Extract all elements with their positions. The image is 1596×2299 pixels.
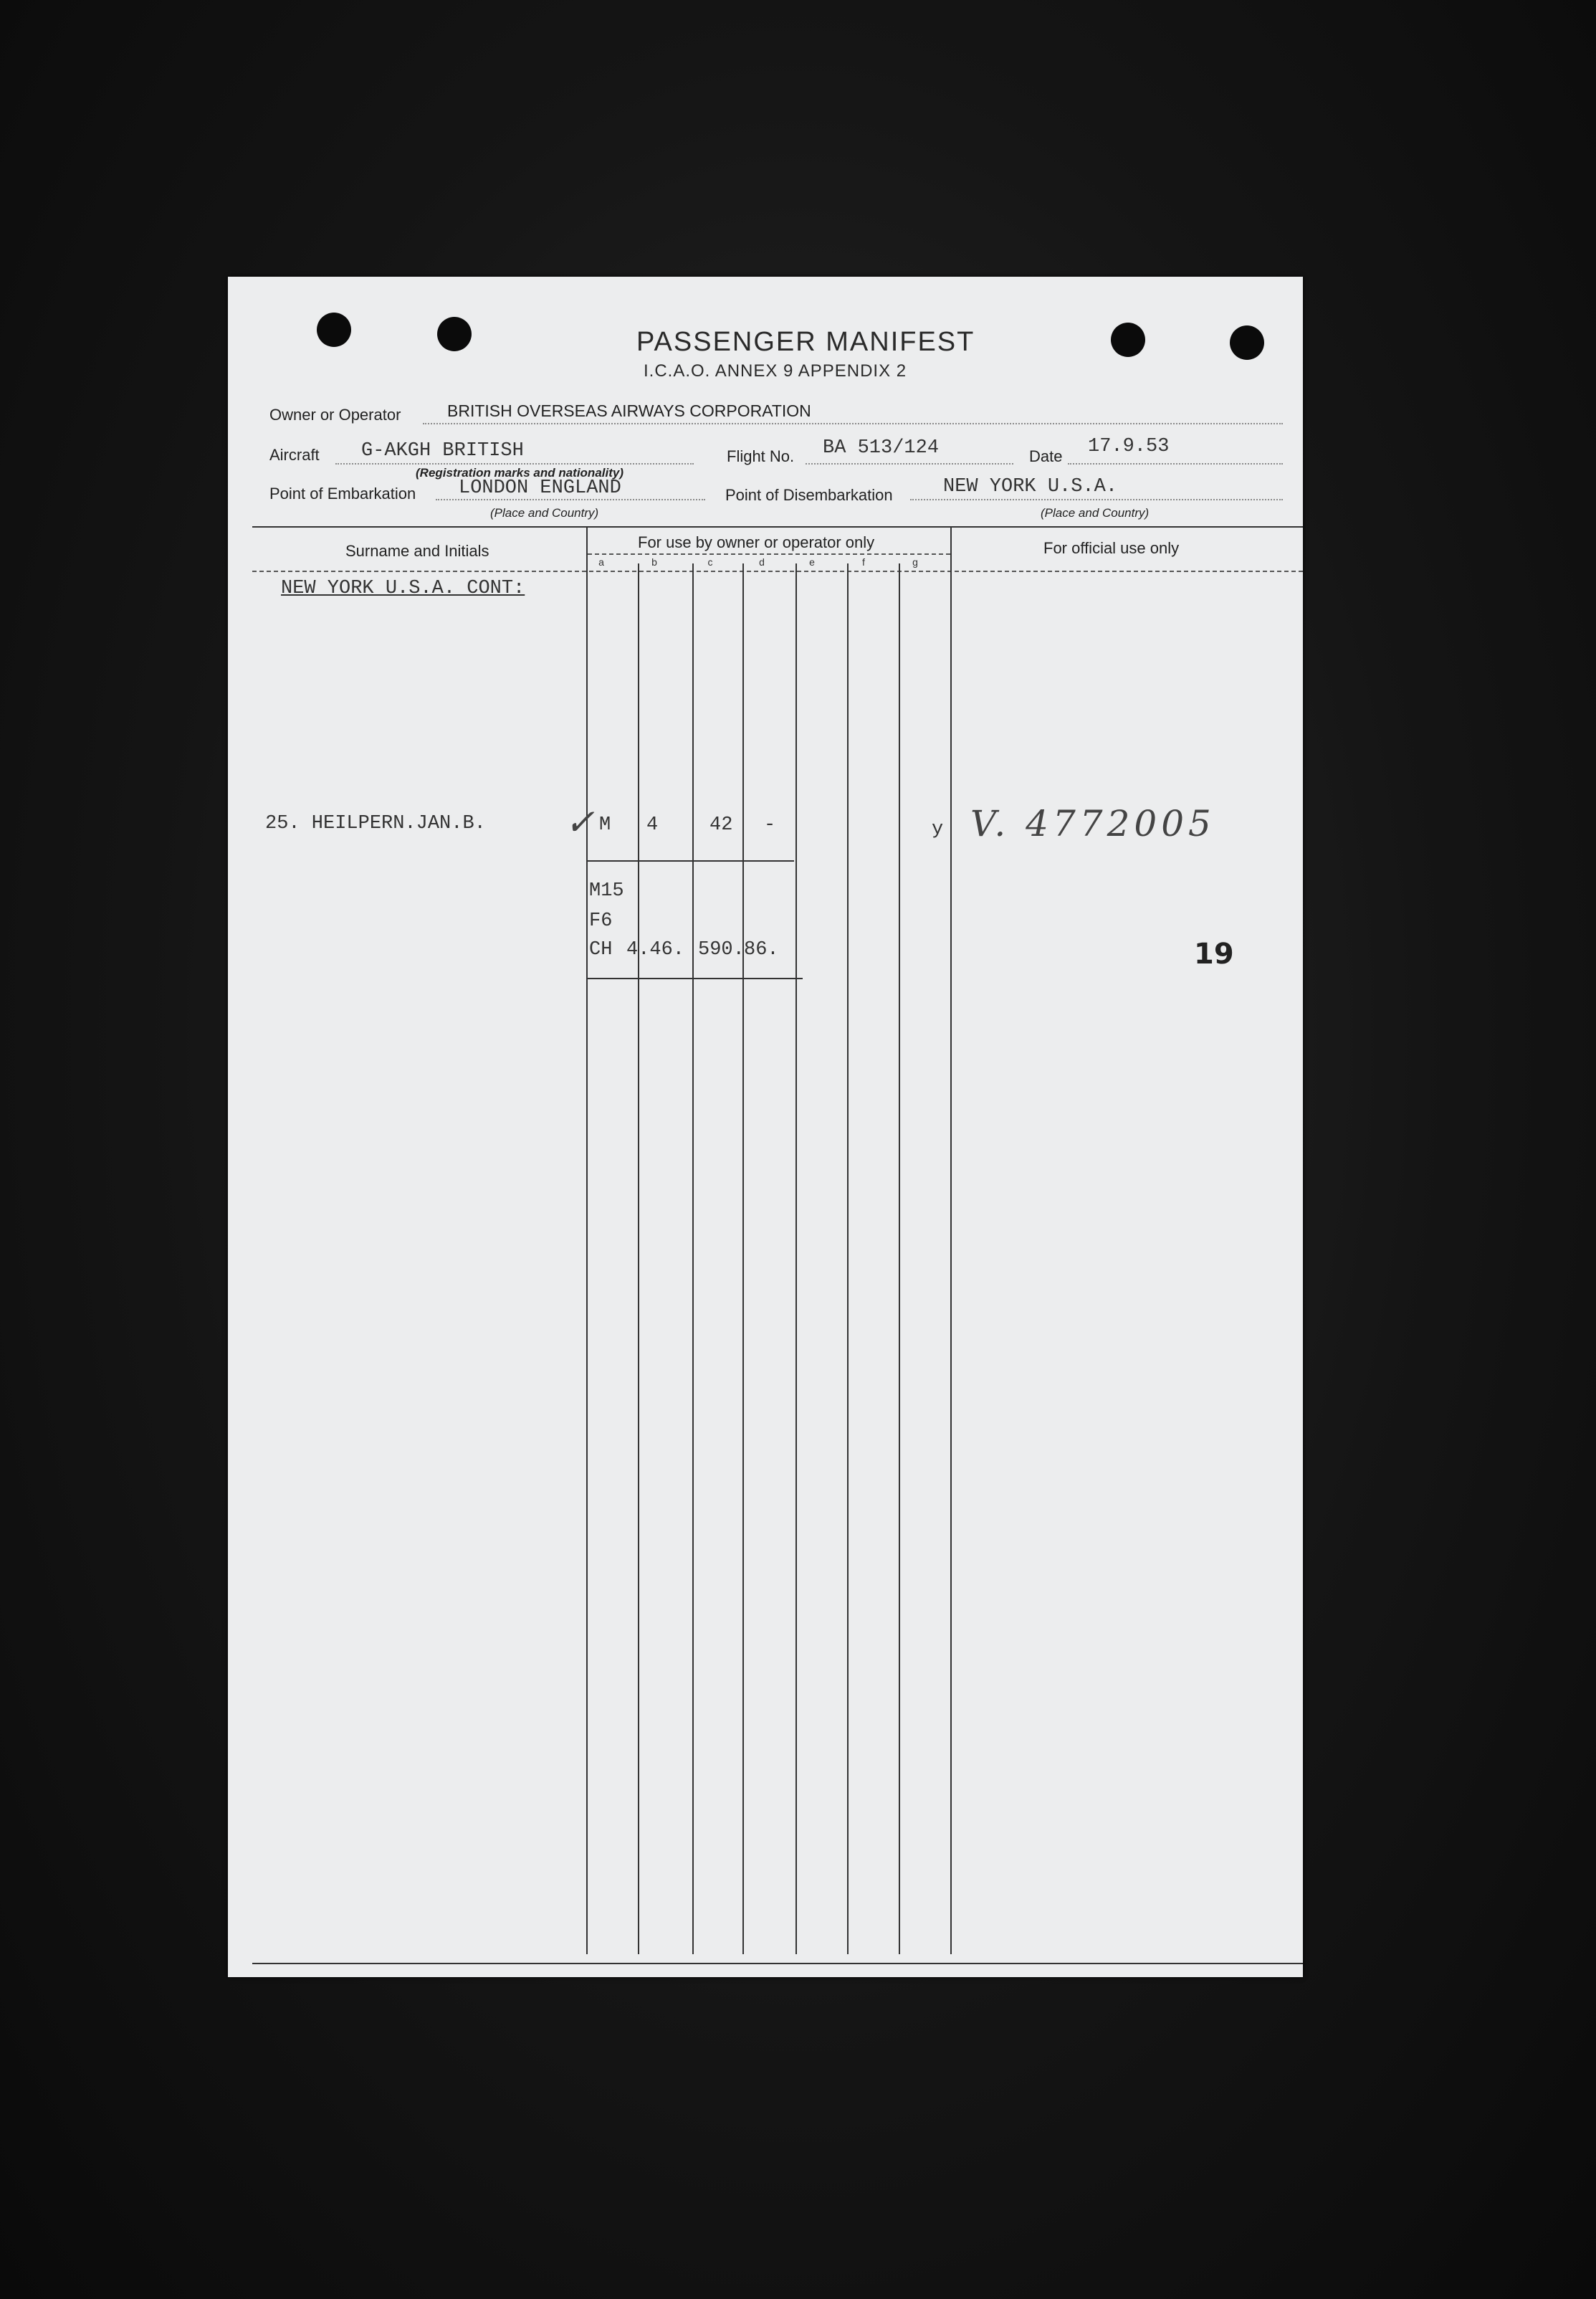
table-header-rule xyxy=(252,571,1303,572)
col-rule-5 xyxy=(795,563,797,1954)
owner-label: Owner or Operator xyxy=(269,406,401,424)
subcol-f: f xyxy=(862,556,865,568)
owner-value: BRITISH OVERSEAS AIRWAYS CORPORATION xyxy=(447,401,811,420)
totals-line-1: M15 xyxy=(589,880,624,902)
disembarkation-value: NEW YORK U.S.A. xyxy=(943,476,1118,498)
col-rule-8 xyxy=(950,528,952,1954)
owner-dotted-line xyxy=(423,423,1283,424)
col-rule-3 xyxy=(692,563,694,1954)
aircraft-value: G-AKGH BRITISH xyxy=(361,440,524,462)
date-dotted-line xyxy=(1068,463,1283,465)
aircraft-dotted-line xyxy=(335,463,694,465)
subcol-e: e xyxy=(809,556,815,568)
flight-dotted-line xyxy=(806,463,1013,465)
disembarkation-label: Point of Disembarkation xyxy=(725,486,893,504)
punch-hole-3 xyxy=(1111,323,1145,357)
totals-line-3-a: CH xyxy=(589,939,613,961)
col-owner-use-header: For use by owner or operator only xyxy=(638,533,875,551)
passenger-name: 25. HEILPERN.JAN.B. xyxy=(265,813,486,834)
embarkation-dotted-line xyxy=(436,499,705,500)
col-rule-1 xyxy=(586,528,588,1954)
totals-line-3-d: 86. xyxy=(744,939,779,961)
col-rule-4 xyxy=(742,563,744,1954)
disembarkation-dotted-line xyxy=(910,499,1283,500)
date-label: Date xyxy=(1029,447,1063,465)
totals-line-3-c: 590. xyxy=(698,939,745,961)
passenger-col-b: 4 xyxy=(646,814,659,836)
col-rule-7 xyxy=(899,563,900,1954)
col-official-header: For official use only xyxy=(1043,539,1180,557)
passenger-row-rule xyxy=(588,860,794,862)
flight-value: BA 513/124 xyxy=(823,437,940,459)
totals-bottom-rule xyxy=(588,978,803,979)
page-number: 19 xyxy=(1194,938,1234,971)
manifest-title: PASSENGER MANIFEST xyxy=(636,327,975,357)
punch-hole-2 xyxy=(437,317,472,351)
table-top-rule xyxy=(252,526,1303,528)
table-bottom-rule xyxy=(252,1963,1303,1964)
totals-line-3-b: 4.46. xyxy=(626,939,685,961)
passenger-official-note: V. 4772005 xyxy=(970,803,1215,844)
passenger-col-a: M xyxy=(599,814,611,836)
subcol-c: c xyxy=(707,556,713,568)
subcol-a: a xyxy=(598,556,604,568)
manifest-sheet xyxy=(228,277,1303,1977)
embarkation-note: (Place and Country) xyxy=(490,506,599,520)
disembarkation-note: (Place and Country) xyxy=(1041,506,1150,520)
subcol-g: g xyxy=(912,556,918,568)
totals-line-2: F6 xyxy=(589,910,613,932)
punch-hole-4 xyxy=(1230,325,1264,360)
continuation-heading: NEW YORK U.S.A. CONT: xyxy=(281,578,525,599)
passenger-col-c: 42 xyxy=(709,814,733,836)
subcol-d: d xyxy=(759,556,765,568)
col-name-header: Surname and Initials xyxy=(345,542,489,560)
col-rule-2 xyxy=(638,563,639,1954)
embarkation-label: Point of Embarkation xyxy=(269,485,416,503)
passenger-col-g: y xyxy=(932,819,944,840)
date-value: 17.9.53 xyxy=(1088,436,1170,457)
owner-subheader-rule xyxy=(588,553,950,555)
punch-hole-1 xyxy=(317,313,351,347)
embarkation-value: LONDON ENGLAND xyxy=(459,477,621,499)
passenger-col-d: - xyxy=(764,814,776,836)
flight-label: Flight No. xyxy=(727,447,795,465)
manifest-subtitle: I.C.A.O. ANNEX 9 APPENDIX 2 xyxy=(644,361,907,381)
passenger-check-mark: ✓ xyxy=(565,801,595,843)
aircraft-label: Aircraft xyxy=(269,446,320,464)
col-rule-6 xyxy=(847,563,849,1954)
aircraft-note: (Registration marks and nationality) xyxy=(416,466,623,480)
subcol-b: b xyxy=(651,556,657,568)
